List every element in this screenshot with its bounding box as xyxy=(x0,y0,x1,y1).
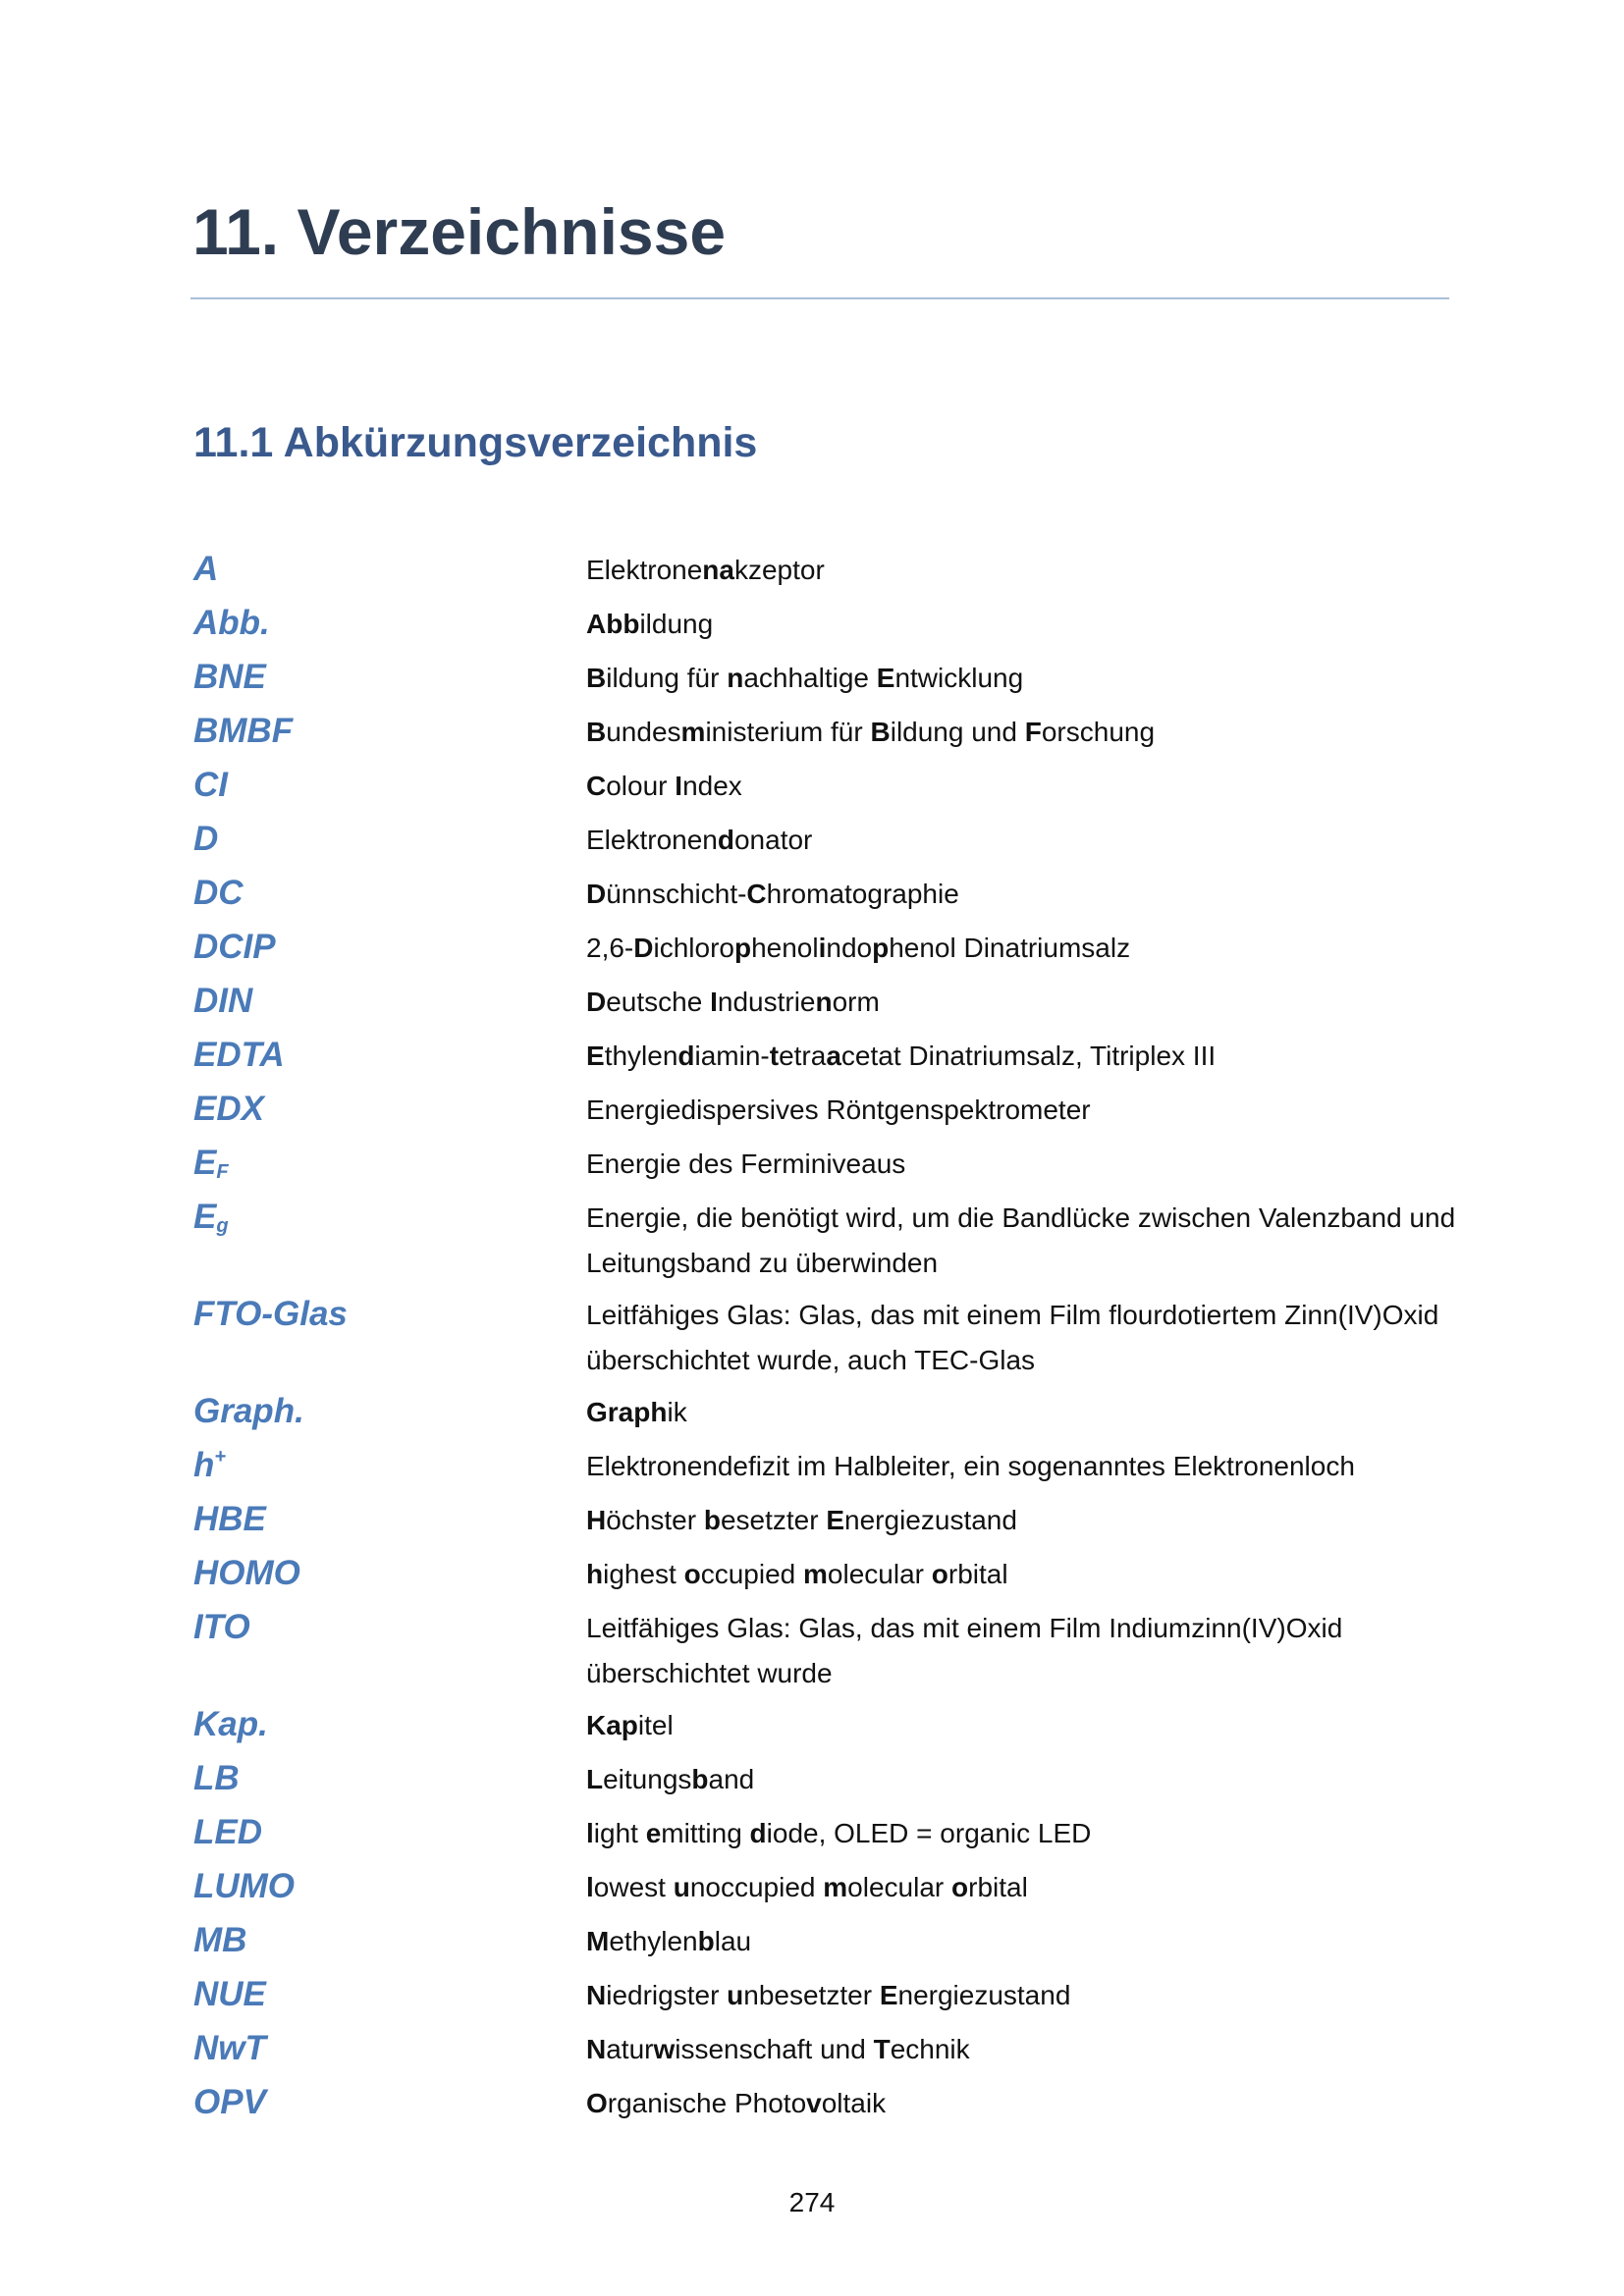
definition-highlight: m xyxy=(803,1559,828,1589)
abbreviation-term xyxy=(193,764,586,807)
definition-text: orschung xyxy=(1041,717,1156,747)
definition-highlight: d xyxy=(749,1818,767,1848)
abbreviation-term xyxy=(193,1865,586,1908)
definition-text: noccupied xyxy=(689,1872,824,1902)
abbreviation-term xyxy=(193,2027,586,2070)
definition-highlight: d xyxy=(677,1041,695,1071)
definition-highlight: v xyxy=(806,2088,822,2118)
abbreviation-definition xyxy=(586,926,1460,971)
abbreviation-definition xyxy=(586,1390,1460,1435)
definition-highlight: l xyxy=(586,1872,594,1902)
definition-highlight: I xyxy=(675,771,683,801)
abbreviation-definition xyxy=(586,1919,1460,1964)
definition-text: hromatographie xyxy=(766,879,959,909)
definition-text: onator xyxy=(733,825,813,855)
abbreviation-definition xyxy=(586,602,1460,647)
abbreviation-definition xyxy=(586,980,1460,1025)
definition-text: nergiezustand xyxy=(844,1505,1017,1535)
abbreviation-definition xyxy=(586,764,1460,809)
abbreviation-definition xyxy=(586,2027,1460,2072)
abbreviation-text: HBE xyxy=(193,1500,266,1538)
definition-highlight: l xyxy=(586,1818,594,1848)
abbreviation-text: ITO xyxy=(193,1608,250,1646)
abbreviation-entry xyxy=(193,2027,1460,2081)
abbreviation-text: D xyxy=(193,820,219,858)
abbreviation-entry xyxy=(193,1757,1460,1811)
definition-highlight: Graph xyxy=(586,1397,668,1427)
definition-text: henol xyxy=(751,933,819,963)
abbreviation-entry xyxy=(193,1142,1460,1196)
definition-text: ik xyxy=(667,1397,687,1427)
definition-highlight: o xyxy=(931,1559,948,1589)
abbreviation-entry xyxy=(193,1703,1460,1757)
definition-text: cetat Dinatriumsalz, Titriplex III xyxy=(840,1041,1217,1071)
abbreviation-term xyxy=(193,656,586,699)
page-number: 274 xyxy=(788,2187,836,2217)
abbreviation-definition xyxy=(586,1552,1460,1597)
definition-text: rganische Photo xyxy=(607,2088,807,2118)
definition-text: iode, OLED = organic LED xyxy=(766,1818,1092,1848)
abbreviation-entry xyxy=(193,1552,1460,1606)
abbreviation-term xyxy=(193,710,586,753)
abbreviation-text: Abb. xyxy=(193,604,270,642)
abbreviation-entry xyxy=(193,1973,1460,2027)
definition-text: nbesetzter xyxy=(743,1980,880,2010)
abbreviation-entry xyxy=(193,1444,1460,1498)
definition-text: orm xyxy=(832,987,880,1017)
definition-highlight: e xyxy=(645,1818,662,1848)
abbreviation-text: NUE xyxy=(193,1975,266,2013)
definition-highlight: m xyxy=(680,717,706,747)
abbreviation-definition xyxy=(586,2081,1460,2126)
abbreviation-definition xyxy=(586,1444,1460,1489)
abbreviation-definition xyxy=(586,1865,1460,1910)
abbreviation-term xyxy=(193,1973,586,2016)
definition-text: echnik xyxy=(890,2034,970,2064)
abbreviation-definition xyxy=(586,1142,1460,1187)
abbreviation-text: h xyxy=(193,1446,215,1484)
abbreviation-text: CI xyxy=(193,766,228,804)
definition-text: Leitfähiges Glas: Glas, das mit einem Film flourdotiertem Zinn(IV)Oxid überschichtet wurde, auch TEC-Glas xyxy=(586,1300,1439,1375)
abbreviation-text: DIN xyxy=(193,982,253,1020)
abbreviation-term xyxy=(193,548,586,591)
abbreviation-text: BNE xyxy=(193,658,266,696)
definition-text: ndex xyxy=(682,771,742,801)
abbreviation-term xyxy=(193,1811,586,1854)
abbreviation-text: Kap. xyxy=(193,1705,268,1743)
definition-text: Energie des Ferminiveaus xyxy=(586,1148,906,1179)
definition-text: Energie, die benötigt wird, um die Bandlücke zwischen Valenzband und Leitungsband zu überwinden xyxy=(586,1202,1456,1278)
abbreviation-definition xyxy=(586,1498,1460,1543)
definition-highlight: C xyxy=(746,879,767,909)
abbreviation-definition xyxy=(586,872,1460,917)
definition-text: mitting xyxy=(661,1818,750,1848)
definition-highlight: t xyxy=(769,1041,780,1071)
definition-text: Elektrone xyxy=(586,555,703,585)
definition-text: ethylen xyxy=(609,1926,698,1956)
definition-highlight: b xyxy=(697,1926,715,1956)
chapter-title: 11. Verzeichnisse xyxy=(192,195,727,268)
definition-highlight: E xyxy=(876,663,895,693)
definition-text: nergiezustand xyxy=(897,1980,1071,2010)
definition-text: ccupied xyxy=(700,1559,804,1589)
definition-highlight: Kap xyxy=(586,1710,638,1740)
section-title: 11.1 Abkürzungsverzeichnis xyxy=(193,419,758,466)
definition-text: issenschaft und xyxy=(675,2034,874,2064)
abbreviation-entry xyxy=(193,710,1460,764)
abbreviation-term xyxy=(193,2081,586,2124)
abbreviation-term xyxy=(193,602,586,645)
definition-highlight: n xyxy=(815,987,833,1017)
definition-text: iedrigster xyxy=(606,1980,728,2010)
abbreviation-text: A xyxy=(193,550,219,588)
definition-highlight: d xyxy=(717,825,734,855)
definition-highlight: p xyxy=(872,933,890,963)
abbreviation-superscript: + xyxy=(214,1446,227,1468)
abbreviation-text: BMBF xyxy=(193,712,294,750)
definition-highlight: o xyxy=(683,1559,701,1589)
definition-highlight: b xyxy=(703,1505,721,1535)
definition-highlight: h xyxy=(586,1559,604,1589)
abbreviation-entry xyxy=(193,764,1460,818)
definition-highlight: B xyxy=(586,663,607,693)
abbreviation-term xyxy=(193,1919,586,1962)
abbreviation-text: EDX xyxy=(193,1090,264,1128)
abbreviation-term xyxy=(193,1088,586,1131)
abbreviation-term xyxy=(193,818,586,861)
definition-text: olecular xyxy=(847,1872,952,1902)
definition-text: rbital xyxy=(968,1872,1028,1902)
definition-text: Elektronendefizit im Halbleiter, ein sogenanntes Elektronenloch xyxy=(586,1451,1355,1481)
definition-highlight: b xyxy=(691,1764,709,1794)
definition-highlight: D xyxy=(633,933,654,963)
definition-text: and xyxy=(708,1764,755,1794)
abbreviation-entry xyxy=(193,1088,1460,1142)
abbreviation-term xyxy=(193,980,586,1023)
abbreviation-entry xyxy=(193,2081,1460,2135)
abbreviation-definition xyxy=(586,1196,1460,1286)
abbreviation-subscript: g xyxy=(216,1215,229,1237)
definition-text: itel xyxy=(637,1710,674,1740)
definition-text: Elektronen xyxy=(586,825,718,855)
definition-text: 2,6- xyxy=(586,933,634,963)
definition-highlight: D xyxy=(586,987,607,1017)
definition-text: eitungs xyxy=(603,1764,692,1794)
definition-highlight: a xyxy=(826,1041,841,1071)
abbreviation-text: LUMO xyxy=(193,1867,296,1905)
definition-highlight: L xyxy=(586,1764,604,1794)
abbreviation-term xyxy=(193,1552,586,1595)
definition-text: eutsche xyxy=(606,987,711,1017)
definition-text: etra xyxy=(779,1041,827,1071)
abbreviation-entry xyxy=(193,818,1460,872)
abbreviation-definition xyxy=(586,818,1460,863)
definition-text: ight xyxy=(593,1818,646,1848)
abbreviation-term xyxy=(193,1444,586,1487)
abbreviation-entry xyxy=(193,980,1460,1034)
abbreviation-text: LED xyxy=(193,1813,262,1851)
abbreviation-text: LB xyxy=(193,1759,240,1797)
abbreviation-text: NwT xyxy=(193,2029,266,2067)
abbreviation-entry xyxy=(193,926,1460,980)
definition-highlight: i xyxy=(818,933,827,963)
abbreviation-term xyxy=(193,1196,586,1239)
abbreviation-text: FTO-Glas xyxy=(193,1295,348,1333)
definition-text: ildung und xyxy=(890,717,1025,747)
abbreviation-entry xyxy=(193,1390,1460,1444)
abbreviation-term xyxy=(193,1142,586,1185)
definition-text: esetzter xyxy=(720,1505,827,1535)
abbreviation-entry xyxy=(193,1811,1460,1865)
definition-highlight: M xyxy=(586,1926,610,1956)
abbreviation-definition xyxy=(586,1811,1460,1856)
abbreviation-entry xyxy=(193,1919,1460,1973)
chapter-rule xyxy=(190,297,1449,299)
definition-text: owest xyxy=(593,1872,674,1902)
definition-text: oltaik xyxy=(821,2088,887,2118)
abbreviation-term xyxy=(193,1390,586,1433)
abbreviation-definition xyxy=(586,1293,1460,1383)
definition-text: thylen xyxy=(604,1041,678,1071)
abbreviation-term xyxy=(193,1293,586,1336)
definition-highlight: E xyxy=(879,1980,898,2010)
definition-highlight: p xyxy=(733,933,752,963)
abbreviation-term xyxy=(193,926,586,969)
abbreviation-text: HOMO xyxy=(193,1554,300,1592)
abbreviation-definition xyxy=(586,1606,1460,1696)
abbreviation-text: DC xyxy=(193,874,244,912)
abbreviation-text: Graph. xyxy=(193,1392,304,1430)
abbreviation-term xyxy=(193,1034,586,1077)
definition-text: olecular xyxy=(827,1559,932,1589)
definition-text: iamin- xyxy=(694,1041,770,1071)
definition-highlight: N xyxy=(586,1980,607,2010)
abbreviation-definition xyxy=(586,1703,1460,1748)
abbreviation-entry xyxy=(193,1498,1460,1552)
abbreviation-definition xyxy=(586,656,1460,701)
abbreviation-text: DCIP xyxy=(193,928,276,966)
definition-highlight: E xyxy=(826,1505,845,1535)
definition-text: kzeptor xyxy=(733,555,825,585)
abbreviation-definition xyxy=(586,548,1460,593)
abbreviation-definition xyxy=(586,1034,1460,1079)
definition-highlight: Abb xyxy=(586,609,640,639)
definition-highlight: u xyxy=(727,1980,744,2010)
abbreviation-term xyxy=(193,1498,586,1541)
definition-text: ildung xyxy=(639,609,714,639)
abbreviation-entry xyxy=(193,602,1460,656)
abbreviation-definition xyxy=(586,710,1460,755)
definition-highlight: m xyxy=(823,1872,848,1902)
definition-text: olour xyxy=(606,771,676,801)
abbreviation-text: OPV xyxy=(193,2083,266,2121)
definition-highlight: C xyxy=(586,771,607,801)
abbreviation-entry xyxy=(193,1865,1460,1919)
abbreviation-list xyxy=(193,548,1460,2135)
abbreviation-entry xyxy=(193,1293,1460,1390)
abbreviation-term xyxy=(193,1757,586,1800)
definition-highlight: T xyxy=(873,2034,891,2064)
definition-highlight: I xyxy=(710,987,718,1017)
definition-text: ildung für xyxy=(606,663,728,693)
definition-highlight: w xyxy=(653,2034,676,2064)
definition-highlight: F xyxy=(1024,717,1042,747)
abbreviation-entry xyxy=(193,548,1460,602)
abbreviation-definition xyxy=(586,1088,1460,1133)
definition-text: ndo xyxy=(826,933,873,963)
definition-text: rbital xyxy=(947,1559,1008,1589)
definition-text: ünnschicht- xyxy=(606,879,747,909)
definition-highlight: na xyxy=(702,555,734,585)
definition-text: undes xyxy=(606,717,681,747)
abbreviation-entry xyxy=(193,1034,1460,1088)
definition-highlight: D xyxy=(586,879,607,909)
definition-text: öchster xyxy=(606,1505,704,1535)
definition-highlight: u xyxy=(673,1872,690,1902)
definition-text: ighest xyxy=(603,1559,684,1589)
definition-text: ndustrie xyxy=(717,987,816,1017)
abbreviation-term xyxy=(193,872,586,915)
abbreviation-term xyxy=(193,1703,586,1746)
abbreviation-entry xyxy=(193,656,1460,710)
abbreviation-term xyxy=(193,1606,586,1649)
definition-highlight: N xyxy=(586,2034,607,2064)
abbreviation-text: E xyxy=(193,1198,217,1236)
abbreviation-entry xyxy=(193,1196,1460,1293)
abbreviation-definition xyxy=(586,1757,1460,1802)
abbreviation-entry xyxy=(193,1606,1460,1703)
definition-highlight: o xyxy=(951,1872,969,1902)
definition-text: lau xyxy=(714,1926,752,1956)
definition-text: Energiedispersives Röntgenspektrometer xyxy=(586,1095,1091,1125)
definition-text: atur xyxy=(606,2034,654,2064)
abbreviation-text: MB xyxy=(193,1921,247,1959)
definition-text: inisterium für xyxy=(705,717,871,747)
definition-text: achhaltige xyxy=(743,663,877,693)
abbreviation-text: E xyxy=(193,1144,217,1182)
abbreviation-subscript: F xyxy=(216,1161,229,1183)
definition-text: ichloro xyxy=(653,933,734,963)
abbreviation-entry xyxy=(193,872,1460,926)
definition-text: Leitfähiges Glas: Glas, das mit einem Film Indiumzinn(IV)Oxid überschichtet wurde xyxy=(586,1613,1343,1688)
abbreviation-text: EDTA xyxy=(193,1036,285,1074)
definition-highlight: B xyxy=(870,717,891,747)
definition-text: ntwicklung xyxy=(894,663,1024,693)
definition-highlight: B xyxy=(586,717,607,747)
abbreviation-definition xyxy=(586,1973,1460,2018)
definition-highlight: E xyxy=(586,1041,605,1071)
definition-highlight: H xyxy=(586,1505,607,1535)
definition-text: henol Dinatriumsalz xyxy=(889,933,1131,963)
definition-highlight: n xyxy=(727,663,744,693)
definition-highlight: O xyxy=(586,2088,608,2118)
